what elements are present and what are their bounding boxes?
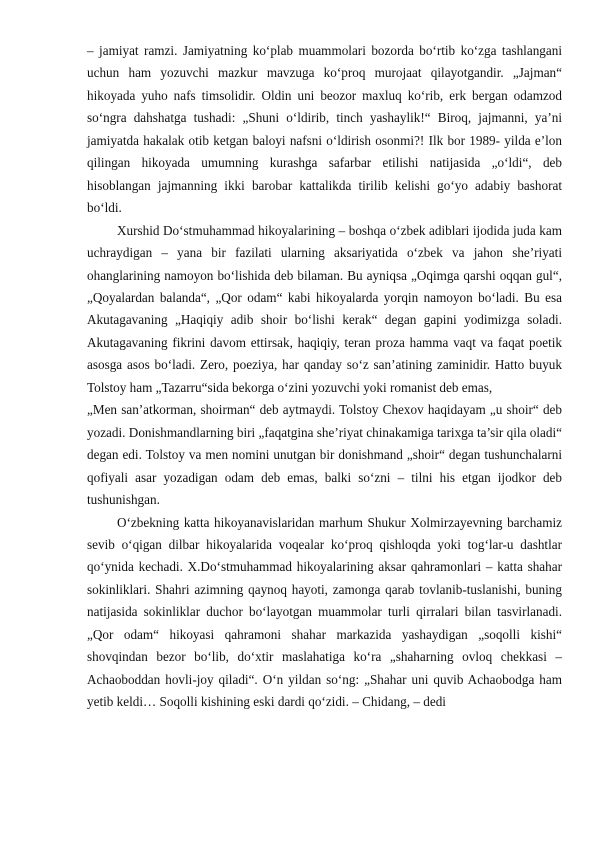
paragraph-4: O‘zbekning katta hikoyanavislaridan marhum Shukur Xolmirzayevning barchamiz sevib o‘qigan dilbar hikoyalarida voqealar ko‘proq qishloqda yoki tog‘lar-u dashtlar qo‘ynida kechadi. X.Do‘stmuhammad hikoyalarining aksar qahramonlari – katta shahar sokinliklari. Shahri azimning qaynoq hayoti, zamonga qarab tovlanib-tuslanishi, buning natijasida sokinliklar duchor bo‘layotgan muammolar turli qirralari bilan tasvirlanadi. „Qor odam“ hikoyasi qahramoni shahar markazida yashaydigan „soqolli kishi“ shovqindan bezor bo‘lib, do‘xtir maslahatiga ko‘ra „shaharning ovloq chekkasi – Achaoboddan hovli-joy qiladi“. O‘n yildan so‘ng: „Shahar uni quvib Achaobodga ham yetib keldi… Soqolli kishining eski dardi qo‘zidi. – Chidang, – dedi — [87, 514, 562, 710]
document-page — [87, 40, 562, 714]
paragraph-3: „Men san’atkorman, shoirman“ deb aytmaydi. Tolstoy Chexov haqidayam „u shoir“ deb yozadi. Donishmandlarning biri „faqatgina she’riyat chinakamiga tarixga ta’sir qila oladi“ degan edi. Tolstoy va men nomini unutgan bir donishmand „shoir“ degan tushunchalarni qofiyali asar yozadigan odam deb emas, balki so‘zni – tilni his etgan ijodkor deb tushunishgan. — [87, 402, 562, 508]
paragraph-2: Xurshid Do‘stmuhammad hikoyalarining – boshqa o‘zbek adiblari ijodida juda kam uchraydigan – yana bir fazilati ularning aksariyatida o‘zbek va jahon she’riyati ohanglarining namoyon bo‘lishida deb bilaman. Bu ayniqsa „Oqimga qarshi oqqan gul“, „Qoyalardan balanda“, „Qor odam“ kabi hikoyalarda yorqin namoyon bo‘ladi. Bu esa Akutagavaning „Haqiqiy adib shoir bo‘lishi kerak“ degan gapini yodimizga soladi. Akutagavaning fikrini davom ettirsak, haqiqiy, teran proza hamma vaqt va faqat poetik asosga asos bo‘ladi. Zero, poeziya, har qanday so‘z san’atining zaminidir. Hatto buyuk Tolstoy ham „Tazarru“sida bekorga o‘zini yozuvchi yoki romanist deb emas, — [87, 222, 562, 395]
paragraph-1: – jamiyat ramzi. Jamiyatning ko‘plab muammolari bozorda bo‘rtib ko‘zga tashlangani uchun ham yozuvchi mazkur mavzuga ko‘proq murojaat qilayotgandir. „Jajman“ hikoyada yuho nafs timsolidir. Oldin uni beozor maxluq ko‘rib, erk bergan odamzod so‘ngra dahshatga tushadi: „Shuni o‘ldirib, tinch yashaylik!“ Biroq, jajmanni, ya’ni jamiyatda hakalak otib ketgan baloyi nafsni o‘ldirish osonmi?! Ilk bor 1989- yilda e’lon qilingan hikoyada umumning kurashga safarbar etilishi natijasida „o‘ldi“, deb hisoblangan jajmanning ikki barobar kattalikda tirilib kelishi go‘yo adabiy bashorat bo‘ldi. — [87, 43, 562, 216]
